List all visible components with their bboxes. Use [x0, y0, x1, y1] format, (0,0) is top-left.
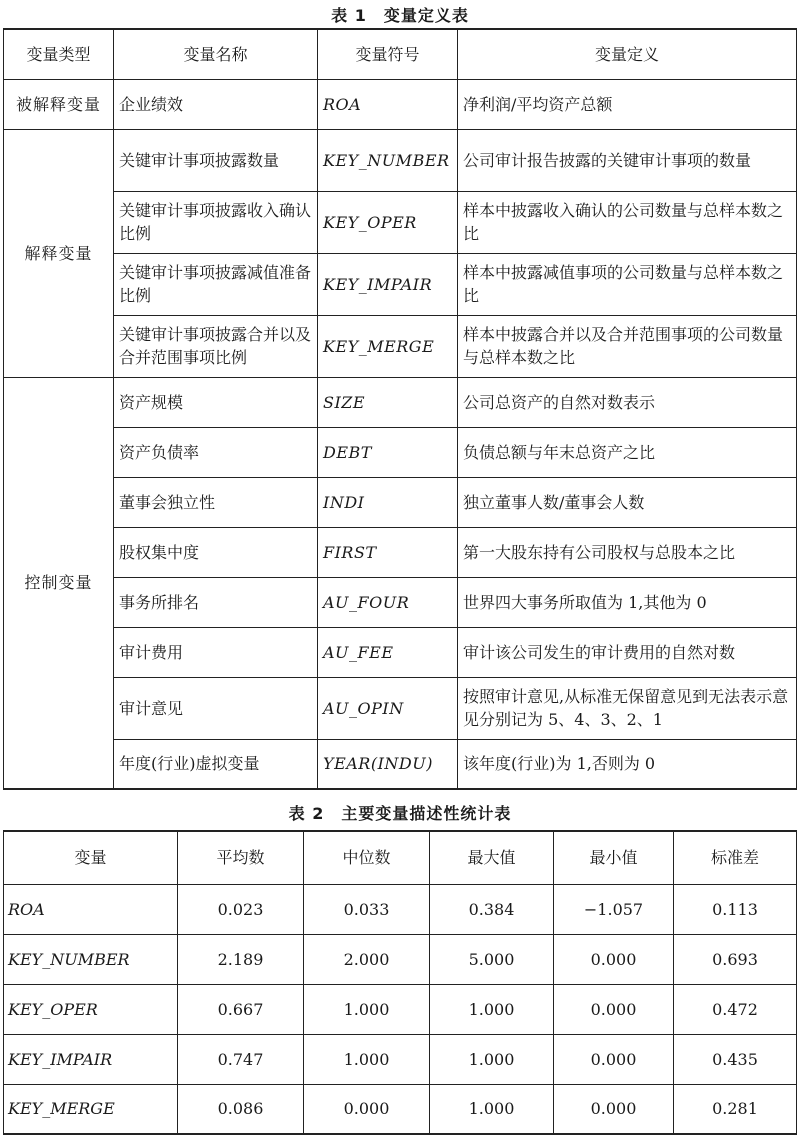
variable-definition-cell: 世界四大事务所取值为 1,其他为 0: [458, 577, 797, 627]
stat-min-cell: 0.000: [554, 1034, 674, 1084]
stat-median-cell: 2.000: [304, 934, 430, 984]
variable-name-cell: 审计意见: [114, 677, 318, 739]
variable-definition-cell: 该年度(行业)为 1,否则为 0: [458, 739, 797, 789]
header-variable: 变量: [4, 831, 178, 884]
header-median: 中位数: [304, 831, 430, 884]
variable-symbol-cell: AU_FOUR: [318, 577, 458, 627]
table-row: [4, 677, 797, 739]
variable-name-cell: 资产负债率: [114, 427, 318, 477]
stat-min-cell: 0.000: [554, 1084, 674, 1134]
variable-symbol-cell: KEY_NUMBER: [318, 129, 458, 191]
header-variable-definition: 变量定义: [458, 29, 797, 79]
stat-max-cell: 1.000: [430, 1034, 554, 1084]
variable-definition-cell: 独立董事人数/董事会人数: [458, 477, 797, 527]
header-variable-symbol: 变量符号: [318, 29, 458, 79]
stat-mean-cell: 0.667: [178, 984, 304, 1034]
table-row: [4, 1084, 797, 1134]
table-row: [4, 884, 797, 934]
variable-definition-cell: 样本中披露合并以及合并范围事项的公司数量与总样本数之比: [458, 315, 797, 377]
variable-definition-cell: 审计该公司发生的审计费用的自然对数: [458, 627, 797, 677]
variable-name-cell: 事务所排名: [114, 577, 318, 627]
stat-max-cell: 0.384: [430, 884, 554, 934]
variable-type-cell: 被解释变量: [4, 79, 114, 129]
variable-definition-cell: 负债总额与年末总资产之比: [458, 427, 797, 477]
stat-variable-cell: KEY_NUMBER: [4, 934, 178, 984]
header-variable-name: 变量名称: [114, 29, 318, 79]
stat-variable-cell: ROA: [4, 884, 178, 934]
table-row: [4, 1034, 797, 1084]
stat-median-cell: 0.000: [304, 1084, 430, 1134]
variable-name-cell: 年度(行业)虚拟变量: [114, 739, 318, 789]
stat-mean-cell: 0.086: [178, 1084, 304, 1134]
variable-definition-cell: 公司总资产的自然对数表示: [458, 377, 797, 427]
table-row: [4, 739, 797, 789]
stat-mean-cell: 0.023: [178, 884, 304, 934]
table-row: [4, 934, 797, 984]
variable-definition-table: [3, 28, 797, 790]
variable-name-cell: 审计费用: [114, 627, 318, 677]
table-row: [4, 315, 797, 377]
stat-min-cell: −1.057: [554, 884, 674, 934]
stat-median-cell: 1.000: [304, 984, 430, 1034]
stat-max-cell: 1.000: [430, 984, 554, 1034]
variable-definition-cell: 公司审计报告披露的关键审计事项的数量: [458, 129, 797, 191]
table-row: [4, 191, 797, 253]
variable-symbol-cell: AU_OPIN: [318, 677, 458, 739]
table-row: [4, 527, 797, 577]
header-min: 最小值: [554, 831, 674, 884]
header-variable-type: 变量类型: [4, 29, 114, 79]
variable-symbol-cell: DEBT: [318, 427, 458, 477]
variable-name-cell: 股权集中度: [114, 527, 318, 577]
variable-symbol-cell: AU_FEE: [318, 627, 458, 677]
table-row: [4, 984, 797, 1034]
stat-std-cell: 0.281: [674, 1084, 797, 1134]
variable-definition-cell: 按照审计意见,从标准无保留意见到无法表示意见分别记为 5、4、3、2、1: [458, 677, 797, 739]
table-row: [4, 627, 797, 677]
variable-type-cell: 控制变量: [4, 377, 114, 789]
stat-min-cell: 0.000: [554, 934, 674, 984]
stat-std-cell: 0.435: [674, 1034, 797, 1084]
variable-definition-cell: 净利润/平均资产总额: [458, 79, 797, 129]
variable-symbol-cell: SIZE: [318, 377, 458, 427]
stat-std-cell: 0.113: [674, 884, 797, 934]
table1-caption: 表 1 变量定义表: [331, 6, 469, 25]
variable-symbol-cell: KEY_MERGE: [318, 315, 458, 377]
table-row: [4, 577, 797, 627]
table1-header-row: [4, 29, 797, 79]
variable-definition-cell: 第一大股东持有公司股权与总股本之比: [458, 527, 797, 577]
stat-variable-cell: KEY_MERGE: [4, 1084, 178, 1134]
stat-std-cell: 0.693: [674, 934, 797, 984]
table-row: [4, 129, 797, 191]
stat-variable-cell: KEY_OPER: [4, 984, 178, 1034]
stat-variable-cell: KEY_IMPAIR: [4, 1034, 178, 1084]
stat-max-cell: 1.000: [430, 1084, 554, 1134]
header-max: 最大值: [430, 831, 554, 884]
header-std: 标准差: [674, 831, 797, 884]
table2-caption: 表 2 主要变量描述性统计表: [288, 804, 512, 823]
variable-name-cell: 关键审计事项披露收入确认比例: [114, 191, 318, 253]
table-row: [4, 253, 797, 315]
variable-name-cell: 企业绩效: [114, 79, 318, 129]
descriptive-statistics-table: [3, 830, 797, 1135]
variable-name-cell: 董事会独立性: [114, 477, 318, 527]
table-row: [4, 79, 797, 129]
variable-definition-cell: 样本中披露减值事项的公司数量与总样本数之比: [458, 253, 797, 315]
stat-mean-cell: 2.189: [178, 934, 304, 984]
stat-std-cell: 0.472: [674, 984, 797, 1034]
variable-symbol-cell: KEY_OPER: [318, 191, 458, 253]
table-row: [4, 477, 797, 527]
variable-symbol-cell: INDI: [318, 477, 458, 527]
header-mean: 平均数: [178, 831, 304, 884]
table2-header-row: [4, 831, 797, 884]
variable-symbol-cell: YEAR(INDU): [318, 739, 458, 789]
table-row: [4, 427, 797, 477]
stat-max-cell: 5.000: [430, 934, 554, 984]
stat-mean-cell: 0.747: [178, 1034, 304, 1084]
variable-symbol-cell: FIRST: [318, 527, 458, 577]
variable-type-cell: 解释变量: [4, 129, 114, 377]
variable-name-cell: 关键审计事项披露数量: [114, 129, 318, 191]
variable-symbol-cell: KEY_IMPAIR: [318, 253, 458, 315]
stat-min-cell: 0.000: [554, 984, 674, 1034]
stat-median-cell: 0.033: [304, 884, 430, 934]
variable-definition-cell: 样本中披露收入确认的公司数量与总样本数之比: [458, 191, 797, 253]
stat-median-cell: 1.000: [304, 1034, 430, 1084]
variable-name-cell: 关键审计事项披露减值准备比例: [114, 253, 318, 315]
variable-symbol-cell: ROA: [318, 79, 458, 129]
variable-name-cell: 关键审计事项披露合并以及合并范围事项比例: [114, 315, 318, 377]
variable-name-cell: 资产规模: [114, 377, 318, 427]
table-row: [4, 377, 797, 427]
